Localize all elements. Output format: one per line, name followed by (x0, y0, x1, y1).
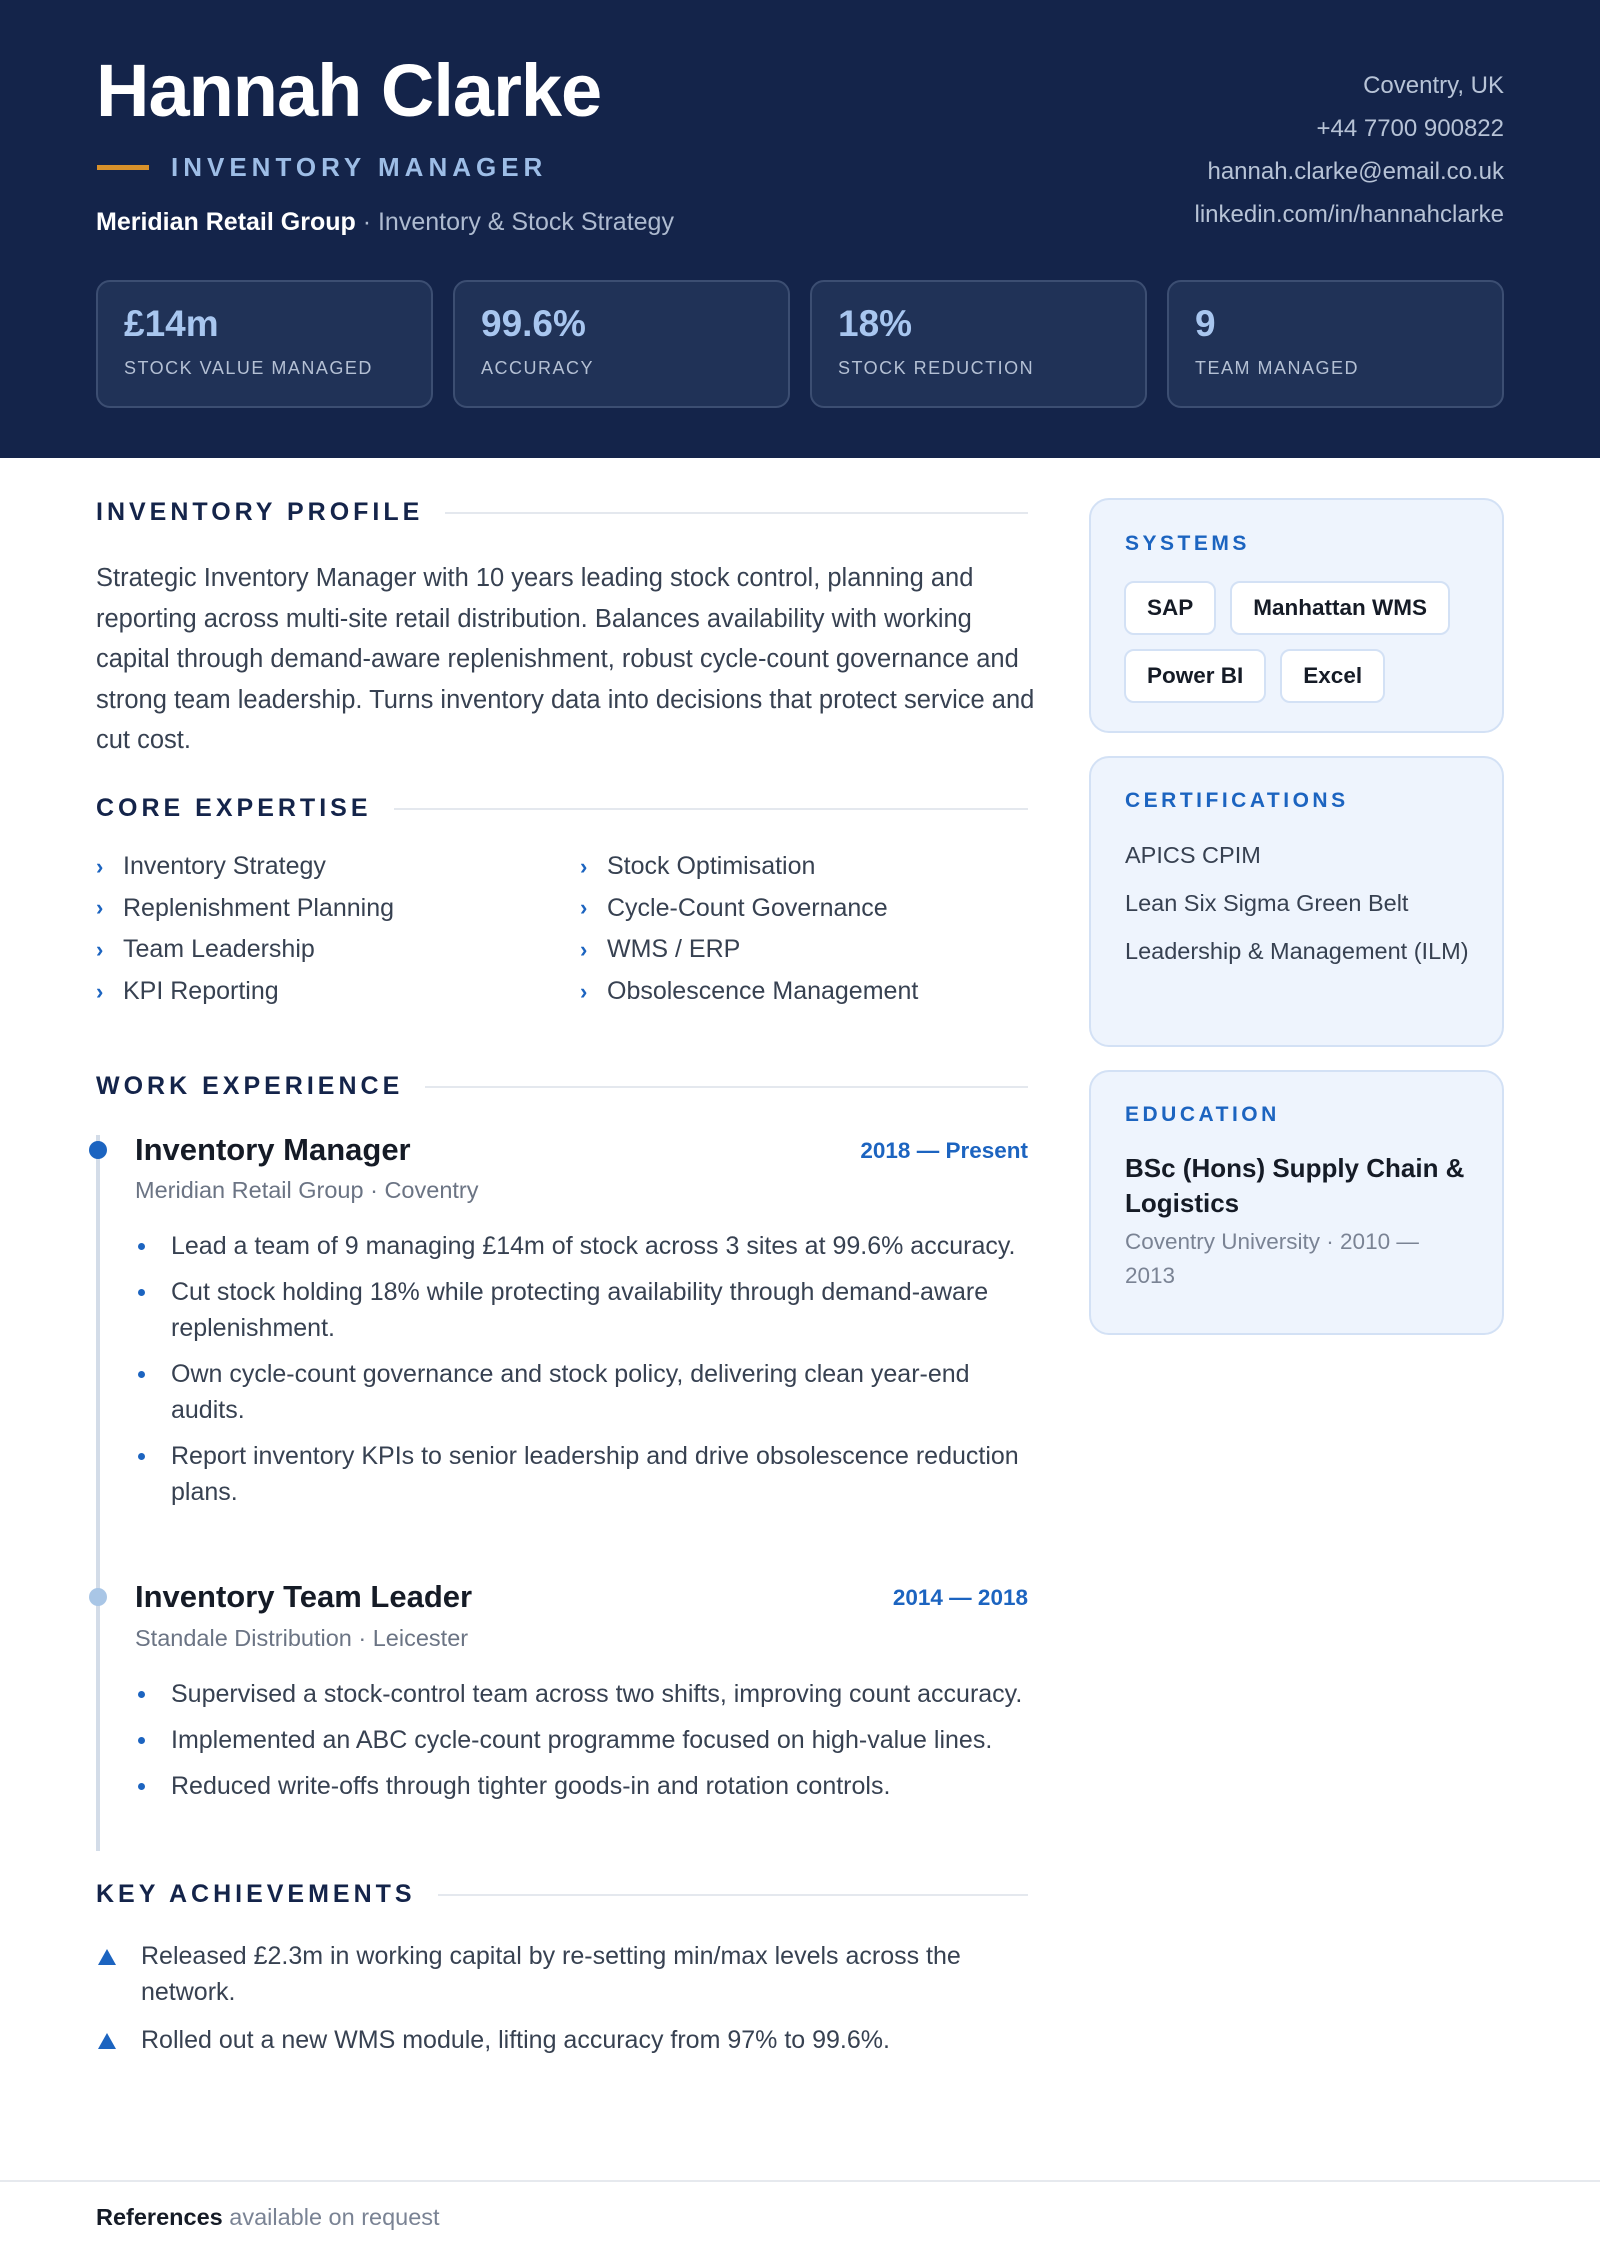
expertise-label: Inventory Strategy (123, 852, 326, 881)
certifications-card (1089, 756, 1504, 1047)
card-title: SYSTEMS (1125, 532, 1250, 555)
job-title: Inventory Manager (135, 1132, 411, 1167)
certification-item: APICS CPIM (1125, 842, 1261, 868)
chevron-right-icon: › (580, 853, 588, 879)
phone[interactable]: +44 7700 900822 (1316, 115, 1504, 142)
section-title: INVENTORY PROFILE (96, 498, 424, 526)
expertise-heading (96, 794, 1028, 823)
school: Coventry University · 2010 — 2013 (1125, 1229, 1419, 1288)
skill-chip: SAP (1124, 581, 1216, 635)
location: Coventry, UK (1363, 72, 1504, 99)
current-company: Meridian Retail Group (96, 208, 356, 236)
card-title: CERTIFICATIONS (1125, 789, 1349, 812)
chevron-right-icon: › (96, 853, 104, 879)
footer-strong: References (96, 2204, 223, 2230)
experience-heading (96, 1072, 1028, 1101)
list-item: Supervised a stock-control team across two shifts, improving count accuracy. (135, 1676, 1035, 1712)
stats-row (96, 280, 1504, 408)
chevron-right-icon: › (96, 895, 104, 921)
footer-text: available on request (222, 2204, 440, 2230)
certification-item: Leadership & Management (ILM) (1125, 938, 1469, 964)
triangle-up-icon (98, 2033, 116, 2049)
profile-heading (96, 498, 1028, 527)
stat-value: 18% (838, 303, 913, 344)
job-title: Inventory Team Leader (135, 1579, 473, 1614)
heading-divider (445, 512, 1028, 514)
section-title: CORE EXPERTISE (96, 794, 372, 822)
expertise-label: Replenishment Planning (123, 893, 395, 922)
job-bullets (135, 1676, 1035, 1814)
stat-label: STOCK REDUCTION (838, 358, 1035, 378)
stat-label: ACCURACY (481, 358, 595, 378)
chevron-right-icon: › (580, 895, 588, 921)
card-title: EDUCATION (1125, 1103, 1280, 1126)
header (0, 0, 1600, 458)
expertise-item (580, 967, 1028, 1017)
chevron-right-icon: › (96, 936, 104, 962)
systems-chips (1124, 581, 1484, 703)
list-item: Report inventory KPIs to senior leadership and drive obsolescence reduction plans. (135, 1438, 1035, 1510)
organisation-line (96, 208, 674, 237)
contact-block (1194, 64, 1504, 236)
list-item: Lead a team of 9 managing £14m of stock across 3 sites at 99.6% accuracy. (135, 1228, 1035, 1264)
stat-value: 99.6% (481, 303, 586, 344)
degree: BSc (Hons) Supply Chain & Logistics (1125, 1153, 1465, 1218)
stat-card (453, 280, 790, 408)
achievement-text: Released £2.3m in working capital by re-setting min/max levels across the network. (141, 1942, 961, 2006)
expertise-label: Cycle-Count Governance (607, 893, 888, 922)
list-item: Cut stock holding 18% while protecting availability through demand-aware replenishment. (135, 1274, 1035, 1346)
job-role: INVENTORY MANAGER (171, 152, 548, 182)
heading-divider (438, 1894, 1028, 1896)
chevron-right-icon: › (96, 978, 104, 1004)
expertise-label: KPI Reporting (123, 977, 279, 1006)
stat-card (810, 280, 1147, 408)
stat-label: STOCK VALUE MANAGED (124, 358, 373, 378)
role-accent-rule (97, 165, 149, 170)
stat-card (1167, 280, 1504, 408)
skill-chip: Excel (1280, 649, 1385, 703)
footer-divider (0, 2180, 1600, 2182)
expertise-label: WMS / ERP (607, 935, 741, 964)
heading-divider (425, 1086, 1028, 1088)
timeline-rail (96, 1135, 100, 1851)
chevron-right-icon: › (580, 936, 588, 962)
triangle-up-icon (98, 1949, 116, 1965)
job-bullets (135, 1228, 1035, 1520)
stat-card (96, 280, 433, 408)
chevron-right-icon: › (580, 978, 588, 1004)
list-item: Implemented an ABC cycle-count programme focused on high-value lines. (135, 1722, 1035, 1758)
timeline-dot-icon (89, 1588, 107, 1606)
email-link[interactable]: hannah.clarke@email.co.uk (1207, 158, 1504, 185)
expertise-label: Stock Optimisation (607, 852, 816, 881)
skill-chip: Manhattan WMS (1230, 581, 1450, 635)
specialism: · Inventory & Stock Strategy (355, 208, 674, 236)
timeline-dot-icon (89, 1141, 107, 1159)
list-item (96, 1938, 1036, 2010)
expertise-label: Obsolescence Management (607, 977, 919, 1006)
expertise-item (96, 967, 580, 1017)
achievement-text: Rolled out a new WMS module, lifting accuracy from 97% to 99.6%. (141, 2026, 890, 2054)
section-title: KEY ACHIEVEMENTS (96, 1880, 416, 1908)
linkedin-link[interactable]: linkedin.com/in/hannahclarke (1194, 201, 1504, 228)
certification-item: Lean Six Sigma Green Belt (1125, 890, 1409, 916)
expertise-list (96, 850, 1028, 1016)
achievements-list (96, 1938, 1036, 2070)
section-title: WORK EXPERIENCE (96, 1072, 404, 1100)
stat-value: £14m (124, 303, 219, 344)
education-card (1089, 1070, 1504, 1335)
stat-value: 9 (1195, 303, 1216, 344)
systems-card (1089, 498, 1504, 733)
job-company: Standale Distribution · Leicester (135, 1625, 469, 1651)
job-dates: 2014 — 2018 (892, 1585, 1028, 1610)
list-item: Reduced write-offs through tighter goods-in and rotation controls. (135, 1768, 1035, 1804)
footer-note (96, 2204, 440, 2231)
profile-summary: Strategic Inventory Manager with 10 years leading stock control, planning and reporting across multi-site retail distribution. Balances availability with working capital through demand-aware replenishment, robust cycle-count governance and strong team leadership. Turns inventory data into decisions that protect service and cut cost. (96, 564, 1035, 754)
expertise-label: Team Leadership (123, 935, 315, 964)
job-company: Meridian Retail Group · Coventry (135, 1177, 479, 1203)
skill-chip: Power BI (1124, 649, 1266, 703)
candidate-name: Hannah Clarke (96, 49, 602, 132)
heading-divider (394, 808, 1029, 810)
job-dates: 2018 — Present (860, 1138, 1028, 1163)
stat-label: TEAM MANAGED (1195, 358, 1360, 378)
achievements-heading (96, 1880, 1028, 1909)
list-item (96, 2022, 1036, 2058)
list-item: Own cycle-count governance and stock policy, delivering clean year-end audits. (135, 1356, 1035, 1428)
